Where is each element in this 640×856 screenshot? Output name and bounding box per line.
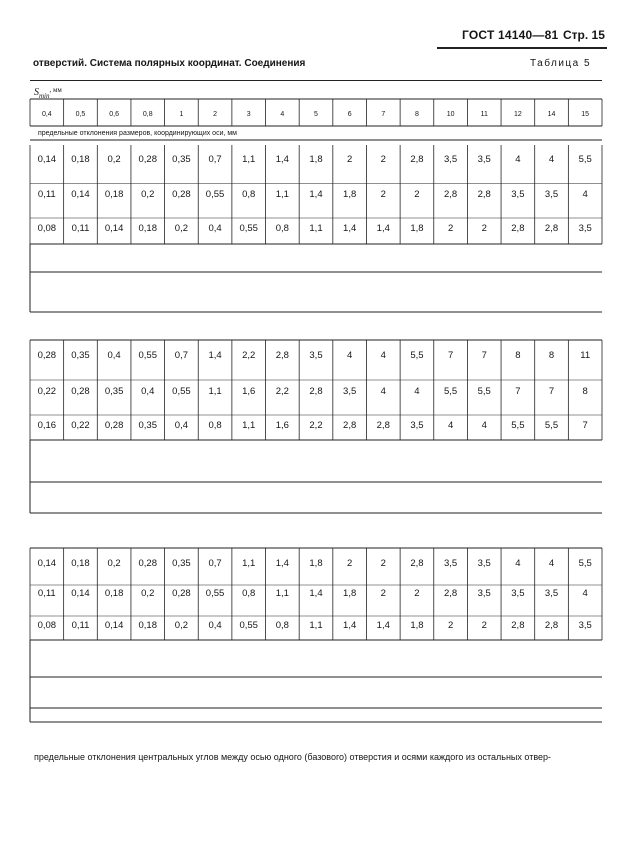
table-cell: 4 (380, 350, 386, 361)
table-cell: 2,2 (275, 386, 289, 397)
table-cell: 0,22 (37, 386, 57, 397)
column-header: 4 (280, 111, 285, 118)
table-cell: 0,2 (174, 223, 189, 234)
table-cell: 2 (414, 588, 420, 599)
table-cell: 1,8 (309, 558, 323, 569)
table-cell: 1,1 (275, 588, 289, 599)
table-cell: 0,35 (172, 154, 191, 165)
table-cell: 4 (515, 558, 521, 569)
table-cell: 2 (447, 223, 454, 234)
table-cell: 0,14 (37, 558, 57, 569)
column-header: 6 (347, 111, 352, 118)
table-cell: 3,5 (309, 350, 323, 361)
table-cell: 1,1 (275, 189, 289, 200)
table-cell: 0,4 (174, 420, 189, 431)
table-cell: 0,35 (138, 420, 158, 431)
table-cell: 1,6 (242, 386, 256, 397)
table-cell: 5,5 (477, 386, 491, 397)
table-cell: 1,6 (275, 420, 289, 431)
table-cell: 3,5 (511, 189, 525, 200)
table-cell: 4 (548, 558, 555, 569)
table-cell: 0,2 (141, 588, 155, 599)
table-cell: 0,28 (37, 350, 57, 361)
table-cell: 5,5 (410, 350, 424, 361)
table-cell: 7 (481, 350, 487, 361)
column-header: 8 (414, 111, 419, 118)
table-cell: 0,16 (37, 420, 57, 431)
table-cell: 3,5 (511, 588, 525, 599)
table-cell: 0,35 (71, 350, 90, 361)
table-cell: 2,8 (477, 189, 491, 200)
table-cell: 2,8 (443, 189, 458, 200)
table-cell: 2 (380, 558, 386, 569)
table-cell: 3,5 (477, 588, 491, 599)
table-cell: 2,8 (544, 620, 559, 631)
table-cell: 0,14 (104, 223, 124, 234)
table-cell: 0,8 (242, 189, 256, 200)
table-cell: 2 (414, 189, 420, 200)
table-cell: 2 (380, 189, 386, 200)
table-cell: 0,11 (37, 189, 56, 200)
table-cell: 0,8 (275, 223, 289, 234)
column-header: 0,8 (142, 111, 153, 118)
table-cell: 4 (414, 386, 420, 397)
table-cell: 4 (548, 154, 555, 165)
table-cell: 1,4 (275, 154, 289, 165)
table-cell: 8 (582, 386, 588, 397)
table-cell: 0,18 (138, 620, 158, 631)
table-cell: 0,2 (107, 558, 121, 569)
table-cell: 1,4 (376, 223, 390, 234)
table-cell: 0,8 (275, 620, 289, 631)
column-header: 0,4 (41, 111, 52, 118)
table-cell: 0,18 (71, 558, 90, 569)
table-cell: 2 (447, 620, 454, 631)
category-label: предельные отклонения размеров, координирующих оси, мм (38, 130, 237, 137)
footer-text: предельные отклонения центральных углов между осью одного (базового) отверстия и осями каждого из остальных отвер- (34, 752, 552, 762)
table-cell: 11 (580, 350, 591, 361)
table-cell: 1,1 (309, 223, 323, 234)
table-cell: 0,7 (208, 154, 222, 165)
table-cell: 2 (481, 620, 487, 631)
column-header: 3 (246, 111, 251, 118)
column-header: 0,6 (109, 111, 119, 118)
smin-label: $S_{min}^{, мм}$ (34, 86, 62, 100)
table-cell: 2 (380, 154, 386, 165)
column-header: 15 (581, 111, 590, 118)
table-cell: 0,8 (208, 420, 222, 431)
column-header: 1 (179, 111, 184, 118)
page-number: Стр. 15 (563, 28, 605, 42)
table-cell: 1,1 (242, 154, 256, 165)
table-cell: 1,4 (343, 223, 357, 234)
table-cell: 1,4 (309, 189, 323, 200)
table-cell: 2 (346, 558, 353, 569)
table-cell: 0,7 (208, 558, 222, 569)
table-cell: 0,7 (174, 350, 189, 361)
column-header: 0,5 (75, 111, 86, 118)
table-cell: 0,14 (37, 154, 57, 165)
table-cell: 7 (582, 420, 588, 431)
table-cell: 0,18 (138, 223, 158, 234)
table-cell: 3,5 (443, 154, 458, 165)
table-cell: 5,5 (578, 558, 592, 569)
table-cell: 1,1 (242, 558, 256, 569)
table-cell: 0,08 (37, 223, 57, 234)
table-cell: 2,8 (511, 620, 525, 631)
table-cell: 1,8 (343, 189, 357, 200)
table-cell: 2,8 (410, 558, 424, 569)
table-cell: 3,5 (544, 189, 559, 200)
table-cell: 4 (380, 386, 386, 397)
table-cell: 1,4 (343, 620, 357, 631)
table-cell: 3,5 (544, 588, 559, 599)
table-cell: 1,1 (309, 620, 323, 631)
table-cell: 0,55 (239, 620, 258, 631)
table-cell: 0,28 (138, 154, 158, 165)
table-cell: 2,8 (343, 420, 357, 431)
table-cell: 2,8 (376, 420, 390, 431)
standard-number: ГОСТ 14140—81 (462, 28, 559, 42)
table-cell: 3,5 (410, 420, 424, 431)
column-header: 7 (381, 111, 386, 118)
table-cell: 1,8 (410, 223, 424, 234)
table-cell: 0,08 (37, 620, 57, 631)
table-cell: 7 (548, 386, 555, 397)
table-cell: 3,5 (578, 620, 592, 631)
table-cell: 0,4 (208, 620, 222, 631)
table-cell: 1,4 (275, 558, 289, 569)
column-header: 2 (213, 111, 218, 118)
table-cell: 7 (515, 386, 521, 397)
table-cell: 1,8 (410, 620, 424, 631)
table-cell: 0,28 (71, 386, 90, 397)
table-cell: 1,4 (208, 350, 222, 361)
table-cell: 0,8 (242, 588, 256, 599)
table-cell: 1,4 (309, 588, 323, 599)
table-cell: 0,4 (141, 386, 155, 397)
table-cell: 7 (447, 350, 454, 361)
table-cell: 0,2 (174, 620, 189, 631)
column-header: 10 (446, 111, 455, 118)
table-cell: 5,5 (544, 420, 559, 431)
table-cell: 0,35 (104, 386, 124, 397)
column-header: 5 (314, 111, 318, 118)
table-cell: 0,11 (71, 620, 90, 631)
table-cell: 0,55 (239, 223, 258, 234)
table-cell: 1,8 (343, 588, 357, 599)
table-cell: 4 (481, 420, 487, 431)
table-cell: 2,8 (275, 350, 289, 361)
table-cell: 2,2 (309, 420, 323, 431)
table-cell: 0,14 (104, 620, 124, 631)
column-header: 11 (480, 111, 488, 118)
table-cell: 0,4 (208, 223, 222, 234)
table-cell: 0,28 (138, 558, 158, 569)
table-cell: 2,8 (410, 154, 424, 165)
table-cell: 5,5 (443, 386, 458, 397)
table-cell: 0,18 (71, 154, 90, 165)
table-label: Таблица 5 (530, 58, 592, 69)
table-cell: 0,55 (205, 189, 225, 200)
table-cell: 1,1 (242, 420, 256, 431)
table-cell: 4 (582, 588, 588, 599)
table-cell: 3,5 (477, 154, 491, 165)
table-cell: 0,4 (107, 350, 121, 361)
table-cell: 1,8 (309, 154, 323, 165)
table-cell: 2 (346, 154, 353, 165)
table-cell: 5,5 (578, 154, 592, 165)
table-cell: 4 (515, 154, 521, 165)
table-cell: 0,28 (172, 189, 191, 200)
table-cell: 8 (515, 350, 521, 361)
table-cell: 3,5 (578, 223, 592, 234)
table-cell: 2,8 (511, 223, 525, 234)
table-cell: 0,35 (172, 558, 191, 569)
table-cell: 2,8 (309, 386, 323, 397)
table-cell: 0,22 (71, 420, 90, 431)
table-cell: 0,14 (71, 588, 90, 599)
table-cell: 0,28 (104, 420, 124, 431)
table-cell: 1,1 (208, 386, 222, 397)
table-cell: 3,5 (343, 386, 357, 397)
table-cell: 0,18 (104, 189, 124, 200)
table-cell: 0,2 (141, 189, 155, 200)
table-cell: 0,18 (104, 588, 124, 599)
table-cell: 3,5 (443, 558, 458, 569)
table-cell: 1,4 (376, 620, 390, 631)
table-cell: 0,28 (172, 588, 191, 599)
table-cell: 4 (582, 189, 588, 200)
table-cell: 2 (380, 588, 386, 599)
section-subtitle: отверстий. Система полярных координат. Соединения (33, 58, 306, 69)
table-cell: 4 (447, 420, 454, 431)
table-cell: 0,11 (71, 223, 90, 234)
table-cell: 2,2 (242, 350, 256, 361)
column-header: 14 (547, 111, 556, 118)
table-cell: 0,2 (107, 154, 121, 165)
table-cell: 2,8 (544, 223, 559, 234)
table-cell: 4 (346, 350, 353, 361)
table-cell: 0,14 (71, 189, 90, 200)
table-cell: 3,5 (477, 558, 491, 569)
table-cell: 0,11 (37, 588, 56, 599)
column-header: 12 (513, 111, 522, 118)
table-cell: 5,5 (511, 420, 525, 431)
table-cell: 2 (481, 223, 487, 234)
table-cell: 8 (548, 350, 555, 361)
table-cell: 2,8 (443, 588, 458, 599)
table-cell: 0,55 (205, 588, 225, 599)
table-cell: 0,55 (138, 350, 158, 361)
table-cell: 0,55 (172, 386, 191, 397)
